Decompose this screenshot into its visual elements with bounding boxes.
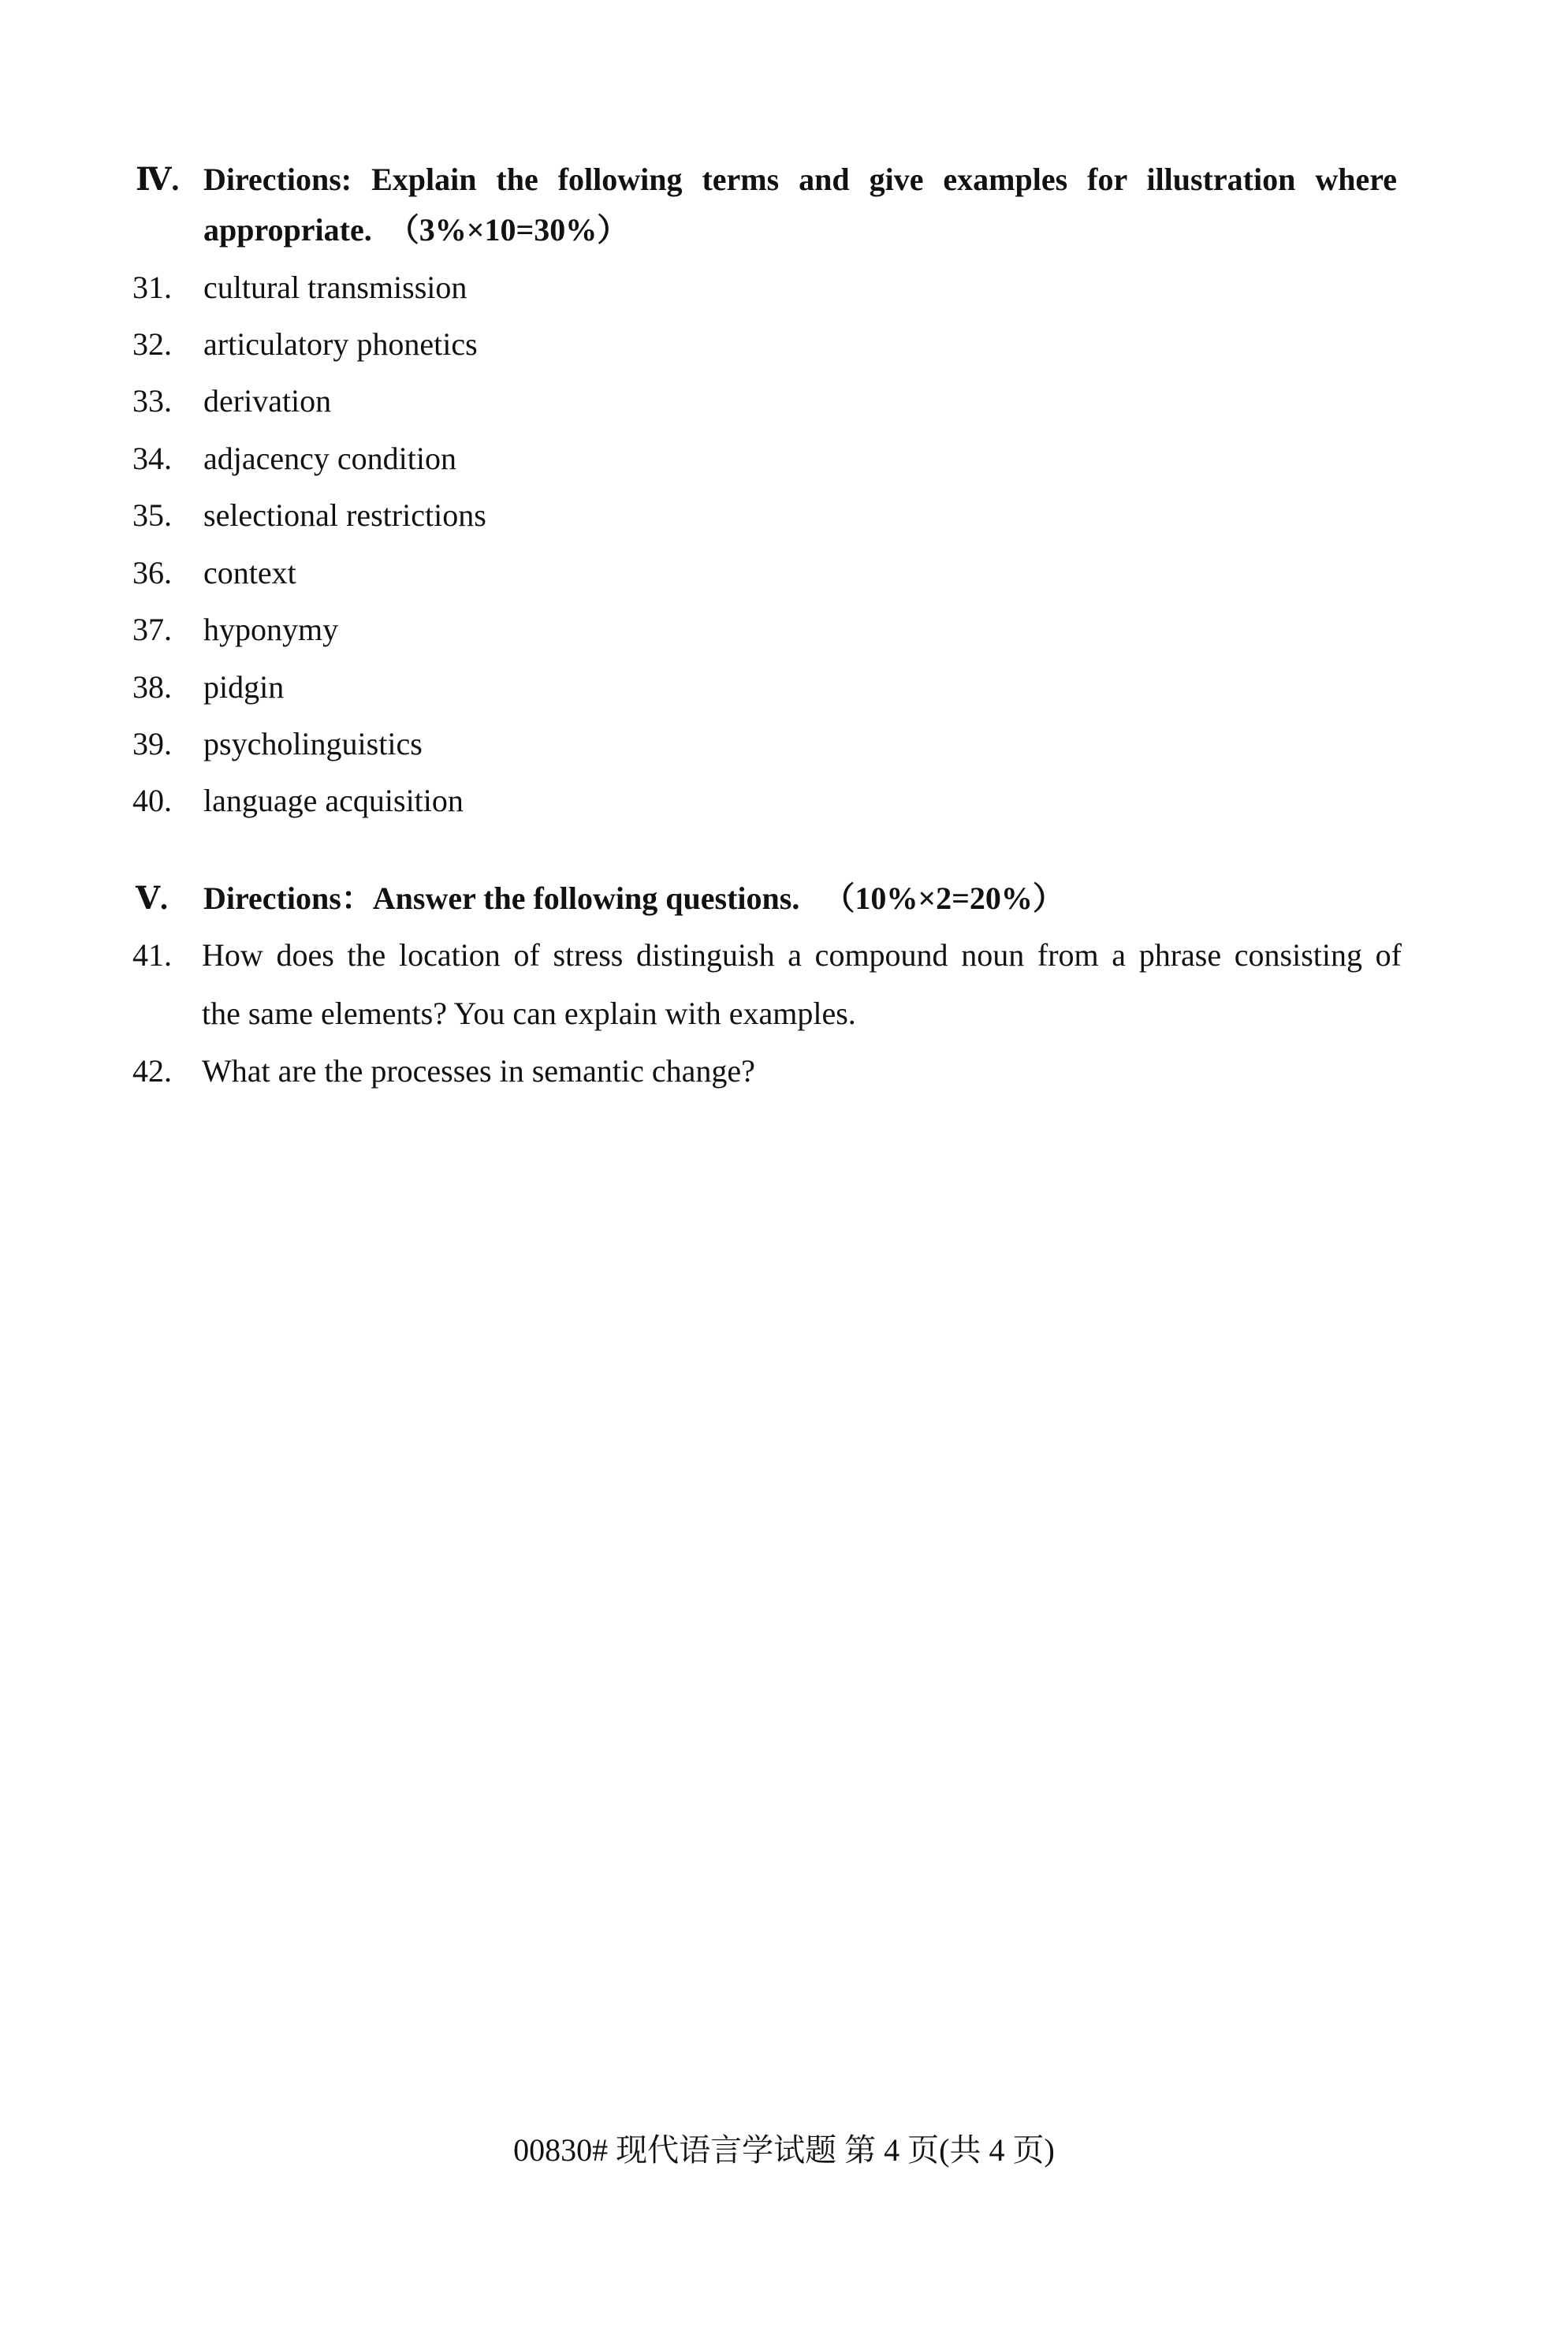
item-term: articulatory phonetics [203, 326, 478, 362]
question-item [132, 926, 1402, 1043]
item-number: 33. [132, 383, 172, 419]
item-term: hyponymy [203, 612, 339, 647]
list-item [132, 545, 1402, 601]
list-item [132, 716, 1402, 773]
item-term: selectional restrictions [203, 497, 486, 533]
question-text-line2: the same elements? You can explain with examples. [202, 996, 856, 1031]
list-item [132, 487, 1402, 544]
item-number: 34. [132, 441, 172, 476]
question-item [132, 1042, 1402, 1100]
item-term: context [203, 555, 296, 590]
list-item [132, 601, 1402, 658]
list-item [132, 430, 1402, 487]
item-term: adjacency condition [203, 441, 456, 476]
item-number: 31. [132, 270, 172, 305]
item-number: 36. [132, 555, 172, 590]
page-footer: 00830# 现代语言学试题 第 4 页(共 4 页) [513, 2132, 1055, 2168]
item-number: 35. [132, 497, 172, 533]
item-term: psycholinguistics [203, 726, 423, 761]
item-number: 32. [132, 326, 172, 362]
list-item [132, 659, 1402, 716]
question-number: 41. [132, 937, 172, 973]
section-v-directions: Directions：Answer the following questions. （10%×2=20%） [203, 880, 1064, 916]
item-term: cultural transmission [203, 270, 467, 305]
question-text: What are the processes in semantic change? [202, 1053, 755, 1089]
section-v-numeral: Ⅴ. [136, 880, 169, 916]
section-iv-heading [136, 155, 1397, 255]
list-item [132, 773, 1402, 829]
list-item [132, 316, 1402, 373]
list-item [132, 259, 1402, 316]
list-item [132, 373, 1402, 430]
question-text-line1: How does the location of stress distinguish a compound noun from a phrase consisting of [202, 937, 1402, 973]
item-term: language acquisition [203, 783, 464, 818]
item-number: 39. [132, 726, 172, 761]
question-number: 42. [132, 1053, 172, 1089]
section-v-heading [136, 873, 1397, 924]
item-number: 38. [132, 669, 172, 705]
item-number: 40. [132, 783, 172, 818]
item-term: pidgin [203, 669, 285, 705]
item-number: 37. [132, 612, 172, 647]
section-iv-numeral: Ⅳ. [136, 162, 180, 197]
item-term: derivation [203, 383, 332, 419]
section-iv-directions-line1: Directions: Explain the following terms and give examples for illustration where [203, 162, 1397, 197]
section-iv-directions-line2: appropriate. （3%×10=30%） [203, 212, 629, 248]
